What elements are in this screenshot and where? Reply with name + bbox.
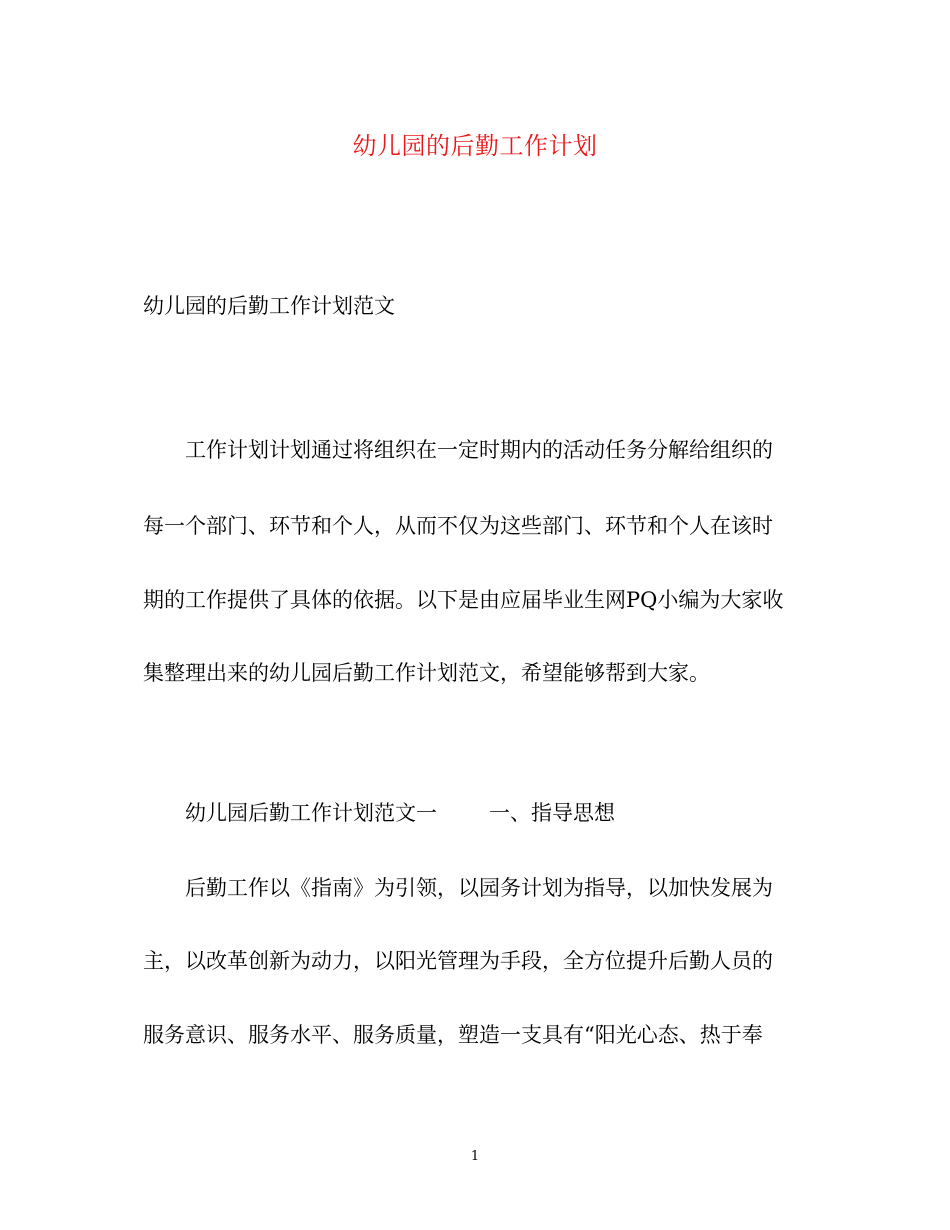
document-subtitle: 幼儿园的后勤工作计划范文: [143, 294, 395, 318]
paragraph1-line-1: 工作计划计划通过将组织在一定时期内的活动任务分解给组织的: [185, 438, 773, 462]
paragraph1-line-2: 每一个部门、环节和个人，从而不仅为这些部门、环节和个人在该时: [143, 514, 773, 538]
section-heading-part1: 幼儿园后勤工作计划范文一: [185, 801, 437, 825]
paragraph2-line-3: 服务意识、服务水平、服务质量，塑造一支具有“阳光心态、热于奉: [143, 1023, 763, 1047]
paragraph2-line-1: 后勤工作以《指南》为引领，以园务计划为指导，以加快发展为: [185, 876, 773, 900]
paragraph1-line-4: 集整理出来的幼儿园后勤工作计划范文，希望能够帮到大家。: [143, 661, 710, 685]
paragraph2-line-2: 主，以改革创新为动力，以阳光管理为手段，全方位提升后勤人员的: [143, 949, 773, 973]
paragraph1-line-3: 期的工作提供了具体的依据。以下是由应届毕业生网PQ小编为大家收: [143, 588, 784, 612]
section-heading: [185, 797, 615, 829]
section-heading-part2: 一、指导思想: [489, 801, 615, 825]
page-number: 1: [470, 1149, 480, 1164]
document-title: 幼儿园的后勤工作计划: [352, 132, 598, 160]
